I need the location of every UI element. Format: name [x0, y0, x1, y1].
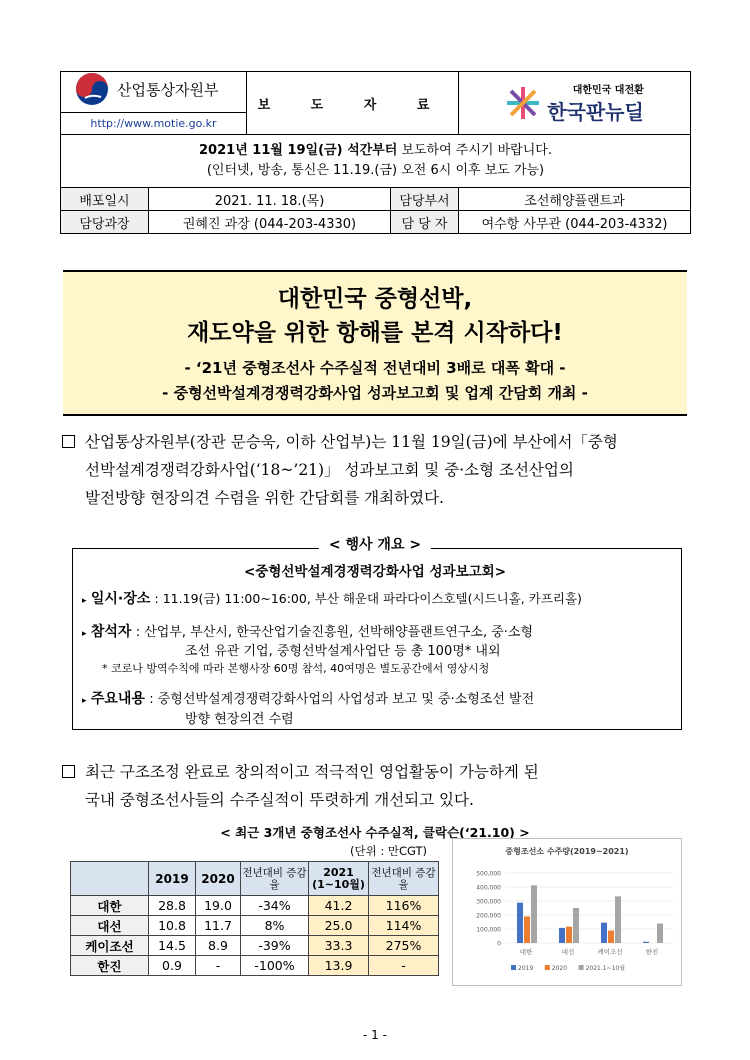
- overview-subtitle: <중형선박설계경쟁력강화사업 성과보고회>: [243, 564, 507, 580]
- newdeal-star-icon: [505, 85, 541, 121]
- manager-value: 권혜진 과장 (044-203-4330): [149, 211, 391, 234]
- chart-bar: [573, 908, 579, 943]
- attend-value2: 조선 유관 기업, 중형선박설계사업단 등 총 100명* 내외: [185, 644, 501, 659]
- table-header-cell: 2019: [149, 862, 196, 896]
- table-cell: 케이조선: [71, 936, 149, 956]
- para2-line1: 최근 구조조정 완료로 창의적이고 적극적인 영업활동이 가능하게 된: [85, 763, 539, 781]
- headline-sub1: - ‘21년 중형조선사 수주실적 전년대비 3배로 대폭 확대 -: [184, 359, 566, 377]
- chart-title: 중형조선소 수주량(2019~2021): [505, 847, 629, 856]
- table-cell: 대한: [71, 896, 149, 916]
- table-cell: 275%: [369, 936, 439, 956]
- headline-sub2: - 중형선박설계경쟁력강화사업 성과보고회 및 업계 간담회 개최 -: [162, 384, 588, 402]
- staff-label: 담 당 자: [391, 211, 459, 234]
- embargo-sub: (인터넷, 방송, 통신은 11.19.(금) 오전 6시 이후 보도 가능): [206, 163, 545, 178]
- table-cell: 11.7: [196, 916, 241, 936]
- newdeal-logo-cell: [459, 72, 691, 135]
- table-cell: 13.9: [309, 956, 369, 976]
- overview-time: ▸ 일시·장소 : 11.19(금) 11:00~16:00, 부산 해운대 파라다이스호텔(시드니홀, 카프리홀): [82, 591, 582, 607]
- table-cell: 114%: [369, 916, 439, 936]
- newdeal-small-text: 대한민국 대전환: [572, 85, 644, 96]
- chart-bar: [524, 916, 530, 943]
- time-label: 일시·장소: [90, 591, 151, 607]
- para1-line3: 발전방향 현장의견 수렴을 위한 간담회를 개최하였다.: [85, 489, 444, 507]
- table-header-cell: [71, 862, 149, 896]
- headline-line2: 재도약을 위한 항해를 본격 시작하다!: [187, 320, 563, 346]
- x-tick-label: 대선: [561, 948, 575, 956]
- headline-box: [63, 270, 687, 416]
- overview-content: ▸ 주요내용 : 중형선박설계경쟁력강화사업의 사업성과 보고 및 중·소형조선 발전: [82, 691, 535, 707]
- table-header-cell: 전년대비 증감율: [241, 862, 309, 896]
- legend-swatch: [545, 965, 550, 970]
- paragraph-2: [62, 758, 690, 814]
- chart-bar: [608, 931, 614, 943]
- table-cell: 14.5: [149, 936, 196, 956]
- dist-label: 배포일시: [61, 188, 149, 211]
- table-header-cell: 2020: [196, 862, 241, 896]
- para1-line2: 선박설계경쟁력강화사업(‘18~’21)」 성과보고회 및 중·소형 조선산업의: [85, 461, 574, 479]
- table-cell: -: [369, 956, 439, 976]
- table-cell: 0.9: [149, 956, 196, 976]
- header-table: [60, 71, 691, 234]
- chart-bar: [566, 927, 572, 943]
- paragraph-1: [62, 428, 690, 512]
- legend-swatch: [579, 965, 584, 970]
- ministry-logo-cell: [61, 72, 247, 135]
- y-tick-label: 300,000: [476, 898, 501, 906]
- overview-title: < 행사 개요 >: [319, 534, 431, 554]
- doc-type-title: 보 도 자 료: [247, 72, 459, 135]
- headline-line1: 대한민국 중형선박,: [277, 286, 473, 312]
- table-row: [71, 956, 439, 976]
- y-tick-label: 100,000: [476, 926, 501, 934]
- table-cell: 대선: [71, 916, 149, 936]
- ministry-url[interactable]: http://www.motie.go.kr: [90, 117, 217, 130]
- table-cell: 25.0: [309, 916, 369, 936]
- chart-bar: [643, 942, 649, 943]
- time-value: : 11.19(금) 11:00~16:00, 부산 해운대 파라다이스호텔(시드니홀, 카프리홀): [154, 591, 582, 606]
- y-tick-label: 200,000: [476, 912, 501, 920]
- x-tick-label: 케이조선: [597, 948, 623, 956]
- table-unit: (단위 : 만CGT): [350, 844, 428, 858]
- content-label: 주요내용: [90, 691, 145, 707]
- y-tick-label: 500,000: [476, 870, 501, 878]
- newdeal-big-text: 한국판뉴딜: [547, 100, 644, 124]
- orders-table: [70, 861, 439, 976]
- para2-line2: 국내 중형조선사들의 수주실적이 뚜렷하게 개선되고 있다.: [85, 791, 474, 809]
- bullet-square-icon: [62, 435, 75, 448]
- chart-bar: [517, 903, 523, 943]
- page-number: - 1 -: [363, 1028, 387, 1042]
- content-value2: 방향 현장의견 수렴: [185, 712, 294, 727]
- table-cell: 19.0: [196, 896, 241, 916]
- legend-label: 2020: [551, 965, 568, 972]
- table-header-cell: 2021 (1~10월): [309, 862, 369, 896]
- embargo-cell: [61, 135, 691, 188]
- table-row: [71, 936, 439, 956]
- chart-bar: [601, 923, 607, 943]
- legend-swatch: [511, 965, 516, 970]
- table-cell: -: [196, 956, 241, 976]
- y-tick-label: 0: [497, 940, 501, 948]
- legend-label: 2021.1~10월: [585, 965, 626, 972]
- table-cell: -34%: [241, 896, 309, 916]
- attend-value1: : 산업부, 부산시, 한국산업기술진흥원, 선박해양플랜트연구소, 중·소형: [135, 625, 534, 640]
- manager-label: 담당과장: [61, 211, 149, 234]
- y-tick-label: 400,000: [476, 884, 501, 892]
- table-row: [71, 916, 439, 936]
- x-tick-label: 대한: [519, 948, 533, 956]
- table-header-cell: 전년대비 증감율: [369, 862, 439, 896]
- taegeuk-logo-icon: [75, 72, 109, 106]
- table-cell: 한진: [71, 956, 149, 976]
- embargo-bold: 2021년 11월 19일(금) 석간부터: [199, 143, 398, 158]
- table-cell: 10.8: [149, 916, 196, 936]
- table-cell: 116%: [369, 896, 439, 916]
- chart-bar: [559, 928, 565, 943]
- x-tick-label: 한진: [645, 948, 659, 956]
- table-cell: 8%: [241, 916, 309, 936]
- overview-attendees: ▸ 참석자 : 산업부, 부산시, 한국산업기술진흥원, 선박해양플랜트연구소, 중·소형: [82, 624, 534, 640]
- table-cell: 33.3: [309, 936, 369, 956]
- orders-bar-chart: [452, 838, 682, 986]
- table-cell: 28.8: [149, 896, 196, 916]
- legend-label: 2019: [518, 965, 534, 972]
- table-caption: < 최근 3개년 중형조선사 수주실적, 클락슨(‘21.10) >: [220, 825, 530, 840]
- bullet-square-icon: [62, 765, 75, 778]
- attend-label: 참석자: [90, 624, 132, 640]
- attend-note: * 코로나 방역수칙에 따라 본행사장 60명 참석, 40여명은 별도공간에서 영상시청: [102, 662, 490, 675]
- para1-line1: 산업통상자원부(장관 문승욱, 이하 산업부)는 11월 19일(금)에 부산에서「중형: [85, 433, 618, 451]
- dist-value: 2021. 11. 18.(목): [149, 188, 391, 211]
- table-cell: -39%: [241, 936, 309, 956]
- table-cell: -100%: [241, 956, 309, 976]
- chart-bar: [615, 896, 621, 943]
- table-row: [71, 896, 439, 916]
- chart-bar: [657, 924, 663, 943]
- table-cell: 8.9: [196, 936, 241, 956]
- dept-value: 조선해양플랜트과: [459, 188, 691, 211]
- table-cell: 41.2: [309, 896, 369, 916]
- content-value1: : 중형선박설계경쟁력강화사업의 사업성과 보고 및 중·소형조선 발전: [149, 692, 535, 707]
- embargo-rest: 보도하여 주시기 바랍니다.: [397, 143, 552, 158]
- staff-value: 여수항 사무관 (044-203-4332): [459, 211, 691, 234]
- chart-bar: [531, 885, 537, 943]
- dept-label: 담당부서: [391, 188, 459, 211]
- ministry-name: 산업통상자원부: [117, 80, 219, 99]
